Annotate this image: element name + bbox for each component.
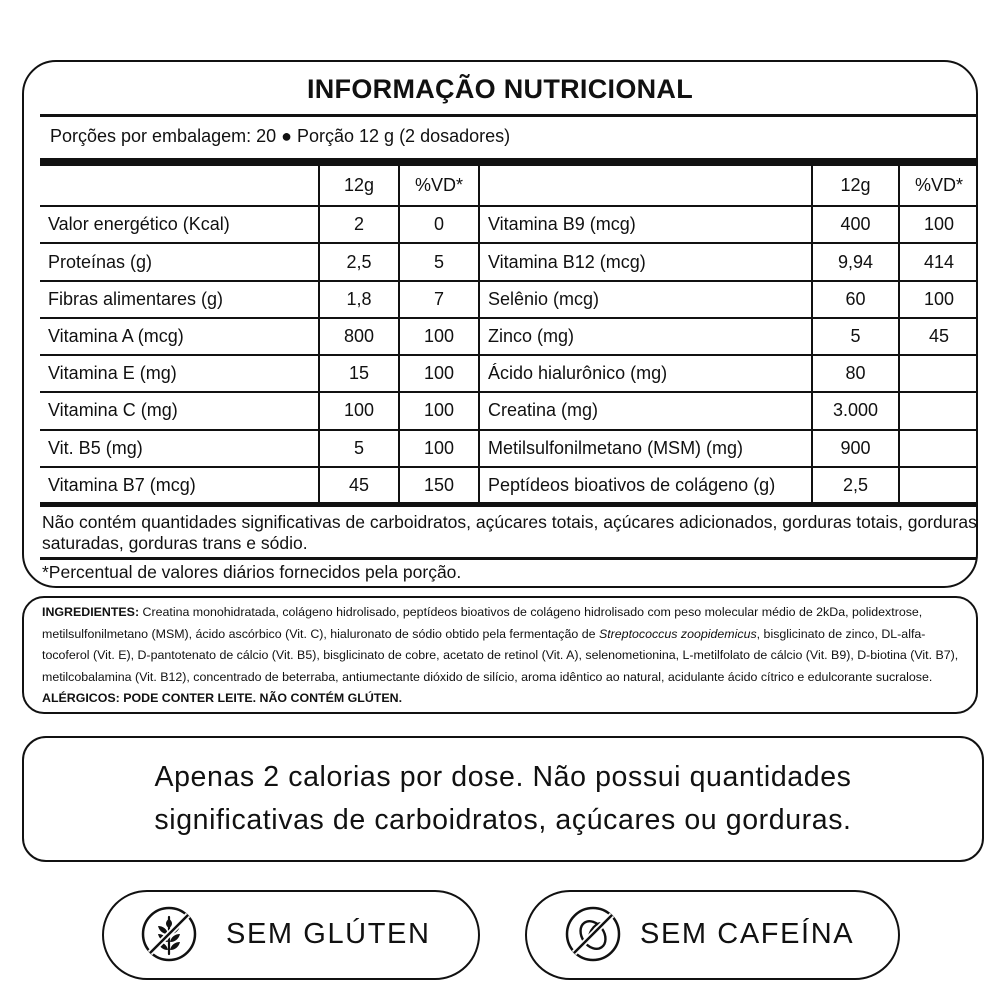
caffeine-free-badge: [525, 890, 900, 980]
nutrient-amount: 2,5: [812, 467, 899, 504]
table-row: [40, 243, 978, 280]
table-row: [40, 281, 978, 318]
table-row: [40, 392, 978, 429]
nutrient-label: Vitamina E (mg): [40, 355, 319, 392]
nutrient-label: Valor energético (Kcal): [40, 206, 319, 243]
ingredients-box: [22, 596, 978, 714]
nutrient-label: Proteínas (g): [40, 243, 319, 280]
nutrient-amount: 1,8: [319, 281, 399, 318]
column-header-vd: %VD*: [399, 166, 479, 206]
nutrient-daily-value: 100: [399, 392, 479, 429]
nutrient-daily-value: [899, 355, 978, 392]
nutrient-amount: 100: [319, 392, 399, 429]
table-row: [40, 355, 978, 392]
nutrient-label: Vitamina B9 (mcg): [479, 206, 812, 243]
nutrient-amount: 45: [319, 467, 399, 504]
ingredients-text: Creatina monohidratada, colágeno hidrolisado, peptídeos bioativos de colágeno hidrolisado com peso molecular médio de 2kDa, polidextrose, metilsulfonilmetano (MSM), ácido ascórbico (Vit. C), hialuronato de sódio obtido pela fermentação de: [42, 605, 923, 641]
divider: [40, 557, 976, 560]
nutrient-amount: 5: [319, 430, 399, 467]
nutrient-label: Vitamina B12 (mcg): [479, 243, 812, 280]
nutrient-label: Vitamina C (mg): [40, 392, 319, 429]
nutrient-daily-value: 414: [899, 243, 978, 280]
nutrient-label: Vit. B5 (mg): [40, 430, 319, 467]
nutrient-daily-value: 100: [399, 318, 479, 355]
table-row: [40, 206, 978, 243]
ingredients-text: , bisglicinato de zinco, DL-alfa-tocoferol (Vit. E), D-pantotenato de cálcio (Vit. B5), bisglicinato de cobre, acetato de retinol (Vit. A), selenometionina, L-metilfolato de cálcio (Vit. B9), D-biotina (Vit. B7), metilcobalamina (Vit. B12), concentrado de beterraba, antiumectante dióxido de silício, aroma idêntico ao natural, acidulante ácido cítrico e edulcorante sucralose.: [42, 626, 959, 684]
nutrition-facts-panel: [22, 60, 978, 588]
nutrient-daily-value: 7: [399, 281, 479, 318]
nutrient-label: Zinco (mg): [479, 318, 812, 355]
header-empty-cell: [479, 166, 812, 206]
nutrient-amount: 900: [812, 430, 899, 467]
table-header-row: [40, 166, 978, 206]
nutrient-daily-value: 45: [899, 318, 978, 355]
nutrient-label: Fibras alimentares (g): [40, 281, 319, 318]
calories-message-line: significativas de carboidratos, açúcares ou gorduras.: [154, 804, 852, 836]
table-row: [40, 467, 978, 504]
calories-message-box: [22, 736, 984, 862]
calories-message-line: Apenas 2 calorias por dose. Não possui quantidades: [154, 761, 852, 793]
divider: [40, 114, 976, 117]
nutrient-daily-value: 100: [899, 206, 978, 243]
nutrient-amount: 2,5: [319, 243, 399, 280]
allergens-warning: ALÉRGICOS: PODE CONTER LEITE. NÃO CONTÉM GLÚTEN.: [42, 691, 403, 705]
gluten-free-badge: [102, 890, 480, 980]
table-row: [40, 430, 978, 467]
nutrient-amount: 800: [319, 318, 399, 355]
nutrient-label: Creatina (mg): [479, 392, 812, 429]
ingredients-heading: INGREDIENTES:: [42, 605, 140, 619]
nutrient-label: Vitamina B7 (mcg): [48, 475, 196, 496]
servings-info: Porções por embalagem: 20 ● Porção 12 g (2 dosadores): [50, 126, 511, 146]
nutrient-amount: 5: [812, 318, 899, 355]
gluten-free-label: SEM GLÚTEN: [226, 918, 431, 950]
nutrient-amount: 2: [319, 206, 399, 243]
nutrient-amount: 3.000: [812, 392, 899, 429]
nutrient-label: Selênio (mcg): [479, 281, 812, 318]
nutrient-amount: 15: [319, 355, 399, 392]
no-gluten-wheat-icon: [140, 905, 198, 963]
nutrient-amount: 60: [812, 281, 899, 318]
column-header-12g: 12g: [319, 166, 399, 206]
nutrient-label: Vitamina A (mcg): [40, 318, 319, 355]
nutrient-label: Metilsulfonilmetano (MSM) (mg): [479, 430, 812, 467]
non-significant-note: Não contém quantidades significativas de carboidratos, açúcares totais, açúcares adicionados, gorduras totais, gorduras saturadas, gorduras trans e sódio.: [42, 512, 977, 553]
nutrient-daily-value: [899, 430, 978, 467]
nutrient-amount: 80: [812, 355, 899, 392]
daily-value-footnote: *Percentual de valores diários fornecidos pela porção.: [42, 562, 462, 582]
nutrient-daily-value: [899, 392, 978, 429]
nutrient-daily-value: 0: [399, 206, 479, 243]
nutrient-daily-value: [899, 467, 978, 504]
nutrient-daily-value: 100: [399, 430, 479, 467]
caffeine-free-label: SEM CAFEÍNA: [640, 918, 855, 950]
no-caffeine-coffee-bean-icon: [564, 905, 622, 963]
organism-name: Streptococcus zoopidemicus: [598, 626, 757, 641]
nutrient-daily-value: 150: [399, 467, 479, 504]
divider-thick: [40, 502, 976, 507]
nutrition-table: [40, 166, 978, 504]
header-empty-cell: [40, 166, 319, 206]
table-row: [40, 318, 978, 355]
nutrient-daily-value: 100: [899, 281, 978, 318]
divider-thick: [40, 158, 976, 166]
nutrient-label: Peptídeos bioativos de colágeno (g): [479, 467, 812, 504]
nutrition-title: INFORMAÇÃO NUTRICIONAL: [306, 74, 694, 104]
nutrient-amount: 9,94: [812, 243, 899, 280]
nutrient-daily-value: 100: [399, 355, 479, 392]
nutrient-label: Ácido hialurônico (mg): [479, 355, 812, 392]
nutrient-amount: 400: [812, 206, 899, 243]
nutrient-daily-value: 5: [399, 243, 479, 280]
column-header-12g: 12g: [812, 166, 899, 206]
column-header-vd: %VD*: [899, 166, 978, 206]
